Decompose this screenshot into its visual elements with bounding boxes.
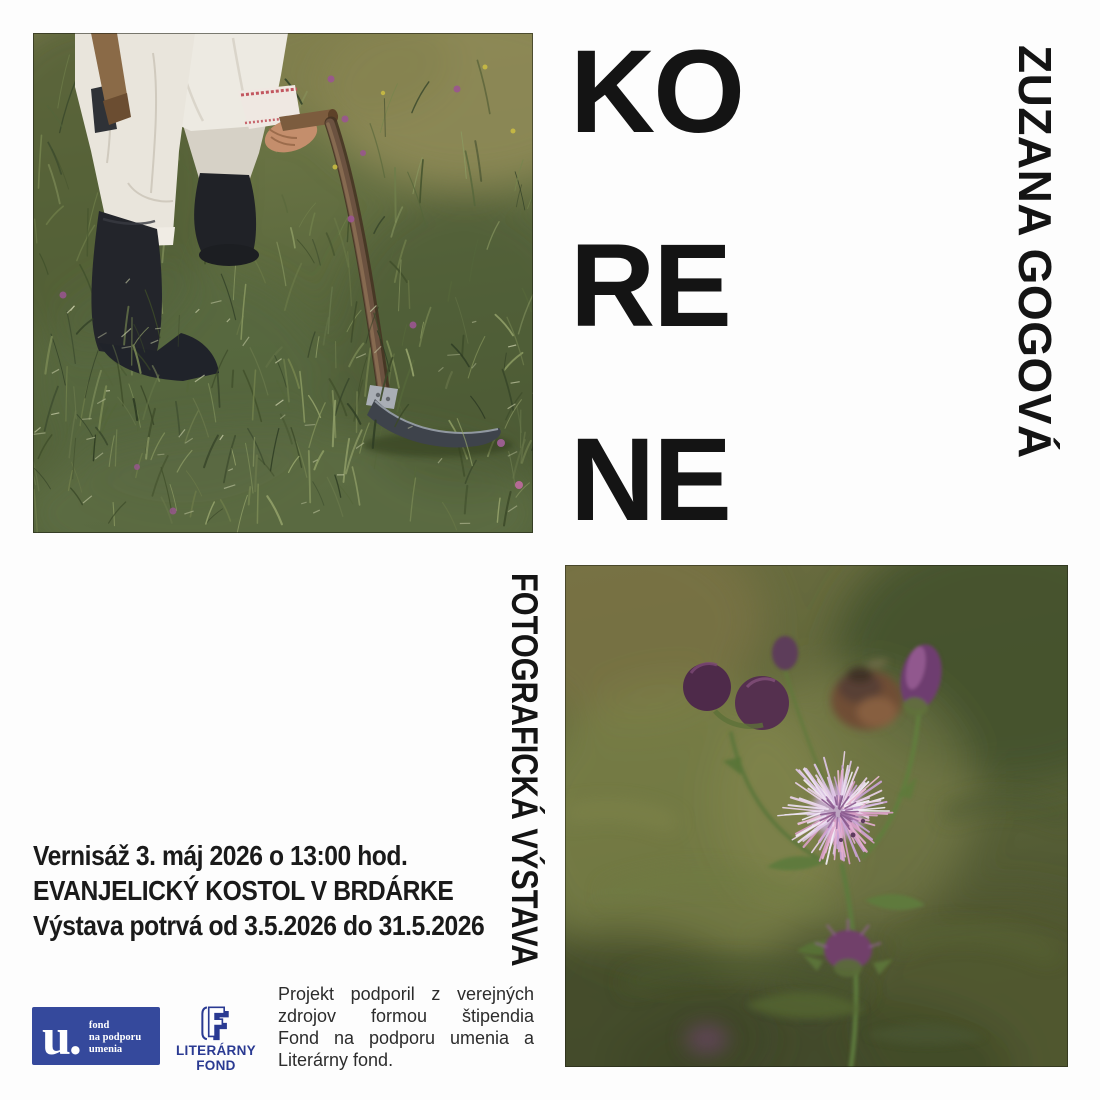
support-line-1: Projekt podporil z verejných [278,984,534,1004]
event-details [33,838,484,943]
title-line-1: KO [570,26,743,158]
title-line-2: RE [570,220,730,352]
fpu-logo-mark: u. [42,1009,80,1066]
event-duration: Výstava potrvá od 3.5.2026 do 31.5.2026 [33,910,485,941]
support-statement [278,983,534,1071]
litfond-label-line-2: FOND [196,1058,236,1073]
poster-title [570,26,743,546]
photo-thistle-flowers [565,565,1068,1067]
litfond-label-line-1: LITERÁRNY [176,1043,256,1058]
literarny-fond-logo [166,999,266,1073]
support-line-3: Fond na podporu umenia a [278,1028,534,1048]
artist-name: ZUZANA GOGOVÁ [1009,45,1061,459]
fpu-text-line-1: fond [88,1020,110,1031]
fpu-text-line-2: na podporu [88,1032,142,1043]
support-line-2: zdrojov formou štipendia [278,1006,534,1026]
support-line-4: Literárny fond. [278,1050,394,1070]
literarny-fond-f-icon [196,999,236,1043]
event-opening: Vernisáž 3. máj 2026 o 13:00 hod. [33,840,408,871]
event-venue: EVANJELICKÝ KOSTOL V BRDÁRKE [33,875,454,906]
photo-mower-scythe [33,33,533,533]
fpu-text-line-3: umenia [88,1044,123,1055]
title-line-3: NE [570,414,730,546]
exhibition-type-label: FOTOGRAFICKÁ VÝSTAVA [504,573,545,967]
fpu-logo-text [89,1020,141,1065]
fond-na-podporu-umenia-logo [32,1007,160,1065]
